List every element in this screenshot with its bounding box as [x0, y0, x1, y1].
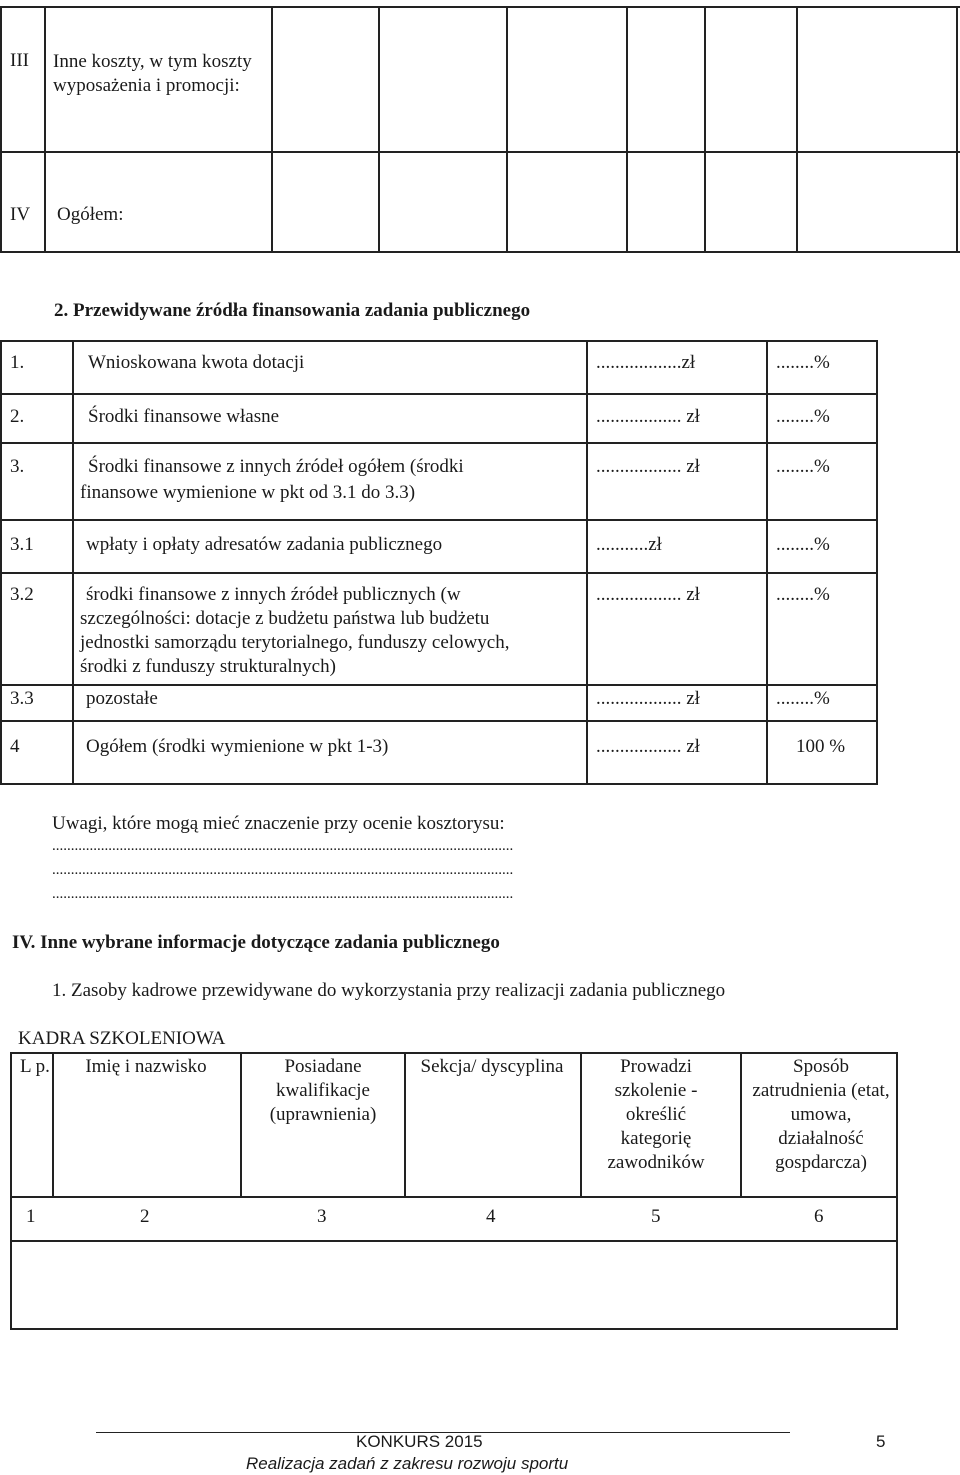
- table-border: [0, 684, 878, 686]
- table-border: [580, 1052, 582, 1196]
- table-border: [0, 251, 960, 253]
- amount-value: .................. zł: [596, 736, 700, 757]
- row-label: wpłaty i opłaty adresatów zadania publicznego: [86, 534, 443, 555]
- row-label: pozostałe: [86, 688, 158, 709]
- table-border: [44, 6, 46, 253]
- table-border: [0, 340, 878, 342]
- table-border: [766, 340, 768, 785]
- remarks-dots: ...........................................................................................................................: [52, 886, 514, 902]
- table-border: [0, 6, 2, 253]
- row-number: 2.: [10, 406, 25, 427]
- percent-value: ........%: [776, 688, 830, 709]
- column-header: Prowadzi szkolenie - określić kategorię zawodników: [607, 1056, 705, 1173]
- remarks-label: Uwagi, które mogą mieć znaczenie przy ocenie kosztorysu:: [52, 813, 505, 834]
- table-border: [10, 1328, 898, 1330]
- table-border: [704, 6, 706, 253]
- row-label: Inne koszty, w tym koszty wyposażenia i promocji:: [53, 51, 252, 96]
- column-number: 3: [317, 1206, 327, 1227]
- table-border: [506, 6, 508, 253]
- column-header: Sposób zatrudnienia (etat, umowa, działalność gospdarcza): [752, 1056, 890, 1173]
- column-number: 5: [651, 1206, 661, 1227]
- column-number: 2: [140, 1206, 150, 1227]
- amount-value: .................. zł: [596, 456, 700, 477]
- row-number: 4: [10, 736, 20, 757]
- row-label: szczególności: dotacje z budżetu państwa lub budżetu: [80, 608, 490, 629]
- remarks-dots: ...........................................................................................................................: [52, 862, 514, 878]
- row-label: środki z funduszy strukturalnych): [80, 656, 336, 677]
- table-border: [896, 1052, 898, 1330]
- column-header: Sekcja/ dyscyplina: [420, 1056, 564, 1077]
- table-border: [0, 572, 878, 574]
- amount-value: .................. zł: [596, 688, 700, 709]
- row-number: 1.: [10, 352, 25, 373]
- column-header: L p.: [20, 1056, 50, 1077]
- column-number: 4: [486, 1206, 496, 1227]
- table-border: [626, 6, 628, 253]
- table-border: [586, 340, 588, 785]
- section-heading: 2. Przewidywane źródła finansowania zadania publicznego: [54, 300, 531, 321]
- table-border: [378, 6, 380, 253]
- remarks-dots: ...........................................................................................................................: [52, 838, 514, 854]
- table-border: [10, 1052, 12, 1330]
- row-label: finansowe wymienione w pkt od 3.1 do 3.3): [80, 482, 416, 503]
- table-border: [796, 6, 798, 253]
- table-border: [72, 340, 74, 785]
- table-border: [740, 1052, 742, 1196]
- percent-value: ........%: [776, 352, 830, 373]
- percent-value: ........%: [776, 406, 830, 427]
- section-item: 1. Zasoby kadrowe przewidywane do wykorzystania przy realizacji zadania publicznego: [52, 980, 726, 1001]
- section-heading: IV. Inne wybrane informacje dotyczące zadania publicznego: [12, 932, 500, 953]
- row-label: Środki finansowe własne: [88, 406, 280, 427]
- amount-value: .................. zł: [596, 406, 700, 427]
- table-border: [0, 519, 878, 521]
- percent-value: ........%: [776, 456, 830, 477]
- amount-value: .................. zł: [596, 584, 700, 605]
- table-border: [0, 783, 878, 785]
- table-border: [271, 6, 273, 253]
- table-border: [0, 151, 960, 153]
- column-number: 1: [26, 1206, 36, 1227]
- row-number: IV: [10, 204, 31, 225]
- column-header: Posiadane kwalifikacje (uprawnienia): [269, 1056, 377, 1125]
- percent-value: ........%: [776, 534, 830, 555]
- table-border: [956, 6, 958, 253]
- table-border: [10, 1052, 898, 1054]
- table-border: [0, 393, 878, 395]
- row-label: Środki finansowe z innych źródeł ogółem (środki: [88, 456, 464, 477]
- table-border: [876, 340, 878, 785]
- table-border: [10, 1196, 898, 1198]
- row-number: 3.1: [10, 534, 34, 555]
- amount-value: ...........zł: [596, 534, 662, 555]
- staff-table-title: KADRA SZKOLENIOWA: [18, 1028, 226, 1049]
- table-border: [10, 1240, 898, 1242]
- row-number: 3.: [10, 456, 25, 477]
- table-border: [404, 1052, 406, 1196]
- table-border: [0, 720, 878, 722]
- column-number: 6: [814, 1206, 824, 1227]
- table-border: [240, 1052, 242, 1196]
- row-label: jednostki samorządu terytorialnego, funduszy celowych,: [80, 632, 510, 653]
- column-header: Imię i nazwisko: [85, 1056, 207, 1077]
- row-label: Wnioskowana kwota dotacji: [88, 352, 305, 373]
- percent-value: 100 %: [796, 736, 846, 757]
- table-border: [0, 442, 878, 444]
- row-label: Ogółem (środki wymienione w pkt 1-3): [86, 736, 389, 757]
- row-label: środki finansowe z innych źródeł publicznych (w: [86, 584, 461, 605]
- row-number: III: [10, 50, 29, 71]
- page-number: 5: [876, 1432, 886, 1451]
- amount-value: ..................zł: [596, 352, 696, 373]
- row-number: 3.3: [10, 688, 34, 709]
- percent-value: ........%: [776, 584, 830, 605]
- footer-subtitle: Realizacja zadań z zakresu rozwoju sportu: [246, 1454, 569, 1473]
- row-number: 3.2: [10, 584, 34, 605]
- footer-title: KONKURS 2015: [356, 1432, 483, 1451]
- table-border: [0, 340, 2, 785]
- table-border: [0, 6, 960, 8]
- row-label: Ogółem:: [57, 204, 124, 225]
